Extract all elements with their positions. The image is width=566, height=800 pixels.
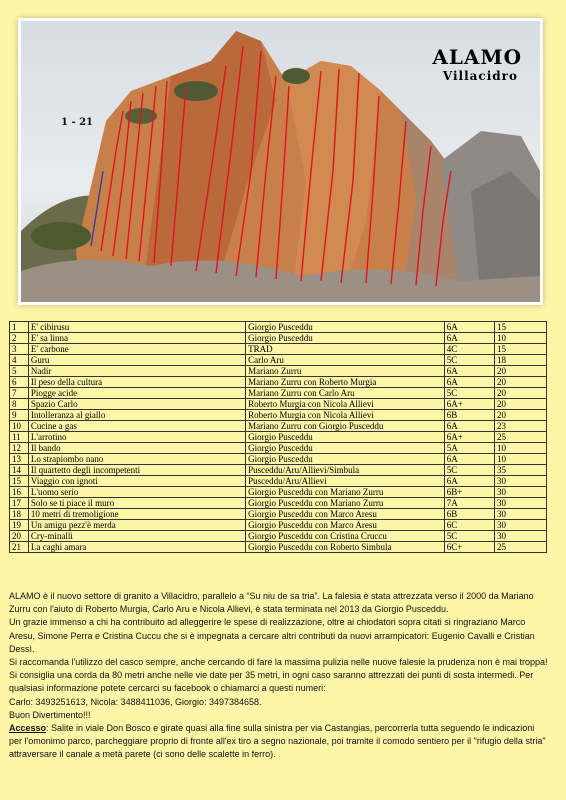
table-row <box>10 388 547 399</box>
route-name: Viaggio con ignoti <box>28 476 245 487</box>
route-grade: 4C <box>444 344 494 355</box>
table-row <box>10 487 547 498</box>
route-length: 35 <box>494 465 546 476</box>
route-name: La caghi amara <box>28 542 245 553</box>
route-length: 20 <box>494 399 546 410</box>
route-name: Cucine a gas <box>28 421 245 432</box>
route-grade: 6A <box>444 421 494 432</box>
table-row <box>10 498 547 509</box>
route-range-label: 1 - 21 <box>61 117 93 128</box>
route-grade: 7A <box>444 498 494 509</box>
route-length: 20 <box>494 388 546 399</box>
route-name: Un amigu pezz'è merda <box>28 520 245 531</box>
route-number: 21 <box>10 542 29 553</box>
route-number: 14 <box>10 465 29 476</box>
route-name: L'uomo serio <box>28 487 245 498</box>
route-grade: 6A <box>444 322 494 333</box>
route-author: Giorgio Pusceddu con Roberto Simbula <box>246 542 445 553</box>
table-row <box>10 410 547 421</box>
route-number: 10 <box>10 421 29 432</box>
route-number: 9 <box>10 410 29 421</box>
table-row <box>10 542 547 553</box>
table-row <box>10 366 547 377</box>
route-number: 16 <box>10 487 29 498</box>
table-row <box>10 454 547 465</box>
route-length: 18 <box>494 355 546 366</box>
table-row <box>10 355 547 366</box>
route-grade: 5C <box>444 355 494 366</box>
route-grade: 6A+ <box>444 432 494 443</box>
route-length: 30 <box>494 520 546 531</box>
route-length: 25 <box>494 542 546 553</box>
route-name: Intolleranza al giallo <box>28 410 245 421</box>
route-number: 15 <box>10 476 29 487</box>
route-grade: 6A <box>444 476 494 487</box>
route-author: Giorgio Pusceddu con Marco Aresu <box>246 509 445 520</box>
route-length: 10 <box>494 443 546 454</box>
description-access <box>9 722 549 762</box>
route-number: 3 <box>10 344 29 355</box>
route-number: 19 <box>10 520 29 531</box>
table-row <box>10 465 547 476</box>
description-thanks: Un grazie immenso a chi ha contribuito ad alleggerire le spese di realizzazione, oltre ai chiodatori sopra citati si ringraziano Marco Aresu, Simone Perra e Cristina Cuccu che si è impegnata a cercare altri contributi da nuovi arrampicatori: Eugenio Cavalli e Cristian Dessì. <box>9 617 535 654</box>
crag-title: ALAMO <box>432 45 522 69</box>
route-author: Giorgio Pusceddu <box>246 454 445 465</box>
table-row <box>10 476 547 487</box>
route-author: Giorgio Pusceddu con Mariano Zurru <box>246 487 445 498</box>
route-length: 10 <box>494 454 546 465</box>
route-grade: 6C <box>444 520 494 531</box>
route-number: 2 <box>10 333 29 344</box>
table-row <box>10 531 547 542</box>
access-text: : Salite in viale Don Bosco e girate quasi alla fine sulla sinistra per via Castangias, percorrerla tutta seguendo le indicazioni per l'omonimo parco, parcheggiare proprio di fronte all'ex tiro a segno nazionale, poi tramite il comodo sentiero per il "rifugio della stria" attraversare il canale a metà parete (ci sono delle scalette in ferro). <box>9 723 546 760</box>
route-grade: 5C <box>444 465 494 476</box>
route-name: 10 metri di tremoligione <box>28 509 245 520</box>
table-row <box>10 322 547 333</box>
route-author: Mariano Zurru con Giorgio Pusceddu <box>246 421 445 432</box>
route-author: Mariano Zurru con Carlo Aru <box>246 388 445 399</box>
route-number: 5 <box>10 366 29 377</box>
route-number: 20 <box>10 531 29 542</box>
route-number: 1 <box>10 322 29 333</box>
route-grade: 5C <box>444 531 494 542</box>
route-author: Giorgio Pusceddu <box>246 443 445 454</box>
crag-photo <box>21 21 540 302</box>
description-safety: Si raccomanda l'utilizzo del casco sempre, anche cercando di fare la massima pulizia nelle nuove falesie la prudenza non è mai troppa! Si consiglia una corda da 80 metri anche nelle vie date per 35 metri, in ogni caso saranno attrezzati dei punti di sosta intermedi. Per qualsiasi informazione potete cercarci su facebook o chiamarci a questi numeri: <box>9 657 548 694</box>
routes-table-body <box>10 322 547 553</box>
route-author: TRAD <box>246 344 445 355</box>
route-author: Roberto Murgia con Nicola Allievi <box>246 410 445 421</box>
route-length: 20 <box>494 410 546 421</box>
description <box>9 590 549 762</box>
route-name: Solo se ti piace il muro <box>28 498 245 509</box>
route-grade: 6B+ <box>444 487 494 498</box>
route-length: 20 <box>494 366 546 377</box>
route-name: E' cibirusu <box>28 322 245 333</box>
route-length: 30 <box>494 487 546 498</box>
route-grade: 6B <box>444 410 494 421</box>
route-author: Giorgio Pusceddu con Marco Aresu <box>246 520 445 531</box>
route-author: Giorgio Pusceddu <box>246 333 445 344</box>
table-row <box>10 333 547 344</box>
route-author: Giorgio Pusceddu con Mariano Zurru <box>246 498 445 509</box>
route-length: 30 <box>494 531 546 542</box>
route-number: 7 <box>10 388 29 399</box>
route-length: 10 <box>494 333 546 344</box>
route-length: 23 <box>494 421 546 432</box>
route-author: Pusceddu/Aru/Allievi <box>246 476 445 487</box>
route-name: Cry-minalli <box>28 531 245 542</box>
route-author: Roberto Murgia con Nicola Allievi <box>246 399 445 410</box>
route-name: Il quartetto degli incompetenti <box>28 465 245 476</box>
route-grade: 6B <box>444 509 494 520</box>
route-grade: 6A <box>444 377 494 388</box>
route-grade: 6A <box>444 333 494 344</box>
description-intro: ALAMO è il nuovo settore di granito a Villacidro, parallelo a “Su niu de sa tria”. La falesia è stata attrezzata verso il 2000 da Mariano Zurru con l'aiuto di Roberto Murgia, Carlo Aru e Nicola Allievi, è stata terminata nel 2013 da Giorgio Pusceddu. <box>9 591 534 615</box>
route-number: 18 <box>10 509 29 520</box>
route-length: 25 <box>494 432 546 443</box>
table-row <box>10 377 547 388</box>
route-grade: 6C+ <box>444 542 494 553</box>
route-length: 15 <box>494 344 546 355</box>
route-grade: 6A+ <box>444 399 494 410</box>
route-name: Lo strapiombo nano <box>28 454 245 465</box>
table-row <box>10 443 547 454</box>
route-author: Pusceddu/Aru/Allievi/Simbula <box>246 465 445 476</box>
route-number: 12 <box>10 443 29 454</box>
routes-table <box>9 321 547 553</box>
route-name: E' carbone <box>28 344 245 355</box>
route-name: Il peso della cultura <box>28 377 245 388</box>
route-author: Mariano Zurru con Roberto Murgia <box>246 377 445 388</box>
table-row <box>10 520 547 531</box>
route-name: Nadir <box>28 366 245 377</box>
table-row <box>10 344 547 355</box>
route-name: E' sa linna <box>28 333 245 344</box>
crag-subtitle: Villacidro <box>442 69 518 83</box>
route-author: Mariano Zurru <box>246 366 445 377</box>
route-grade: 5A <box>444 443 494 454</box>
route-length: 20 <box>494 377 546 388</box>
route-author: Carlo Aru <box>246 355 445 366</box>
description-contacts: Carlo: 3493251613, Nicola: 3488411036, Giorgio: 3497384658. <box>9 696 262 707</box>
route-length: 30 <box>494 476 546 487</box>
table-row <box>10 399 547 410</box>
table-row <box>10 432 547 443</box>
route-number: 17 <box>10 498 29 509</box>
table-row <box>10 509 547 520</box>
route-name: Spazio Carlo <box>28 399 245 410</box>
route-name: Piogge acide <box>28 388 245 399</box>
route-name: Guru <box>28 355 245 366</box>
access-label: Accesso <box>9 723 47 734</box>
route-number: 11 <box>10 432 29 443</box>
route-grade: 5C <box>444 388 494 399</box>
route-length: 30 <box>494 498 546 509</box>
route-name: Il bando <box>28 443 245 454</box>
route-number: 4 <box>10 355 29 366</box>
route-name: L'arrotino <box>28 432 245 443</box>
route-number: 8 <box>10 399 29 410</box>
route-number: 6 <box>10 377 29 388</box>
route-author: Giorgio Pusceddu <box>246 432 445 443</box>
route-length: 30 <box>494 509 546 520</box>
route-grade: 6A <box>444 454 494 465</box>
route-author: Giorgio Pusceddu con Cristina Cruccu <box>246 531 445 542</box>
route-length: 15 <box>494 322 546 333</box>
route-number: 13 <box>10 454 29 465</box>
description-closing: Buon Divertimento!!! <box>9 709 91 720</box>
table-row <box>10 421 547 432</box>
route-author: Giorgio Pusceddu <box>246 322 445 333</box>
route-grade: 6A <box>444 366 494 377</box>
crag-photo-frame <box>18 18 543 305</box>
